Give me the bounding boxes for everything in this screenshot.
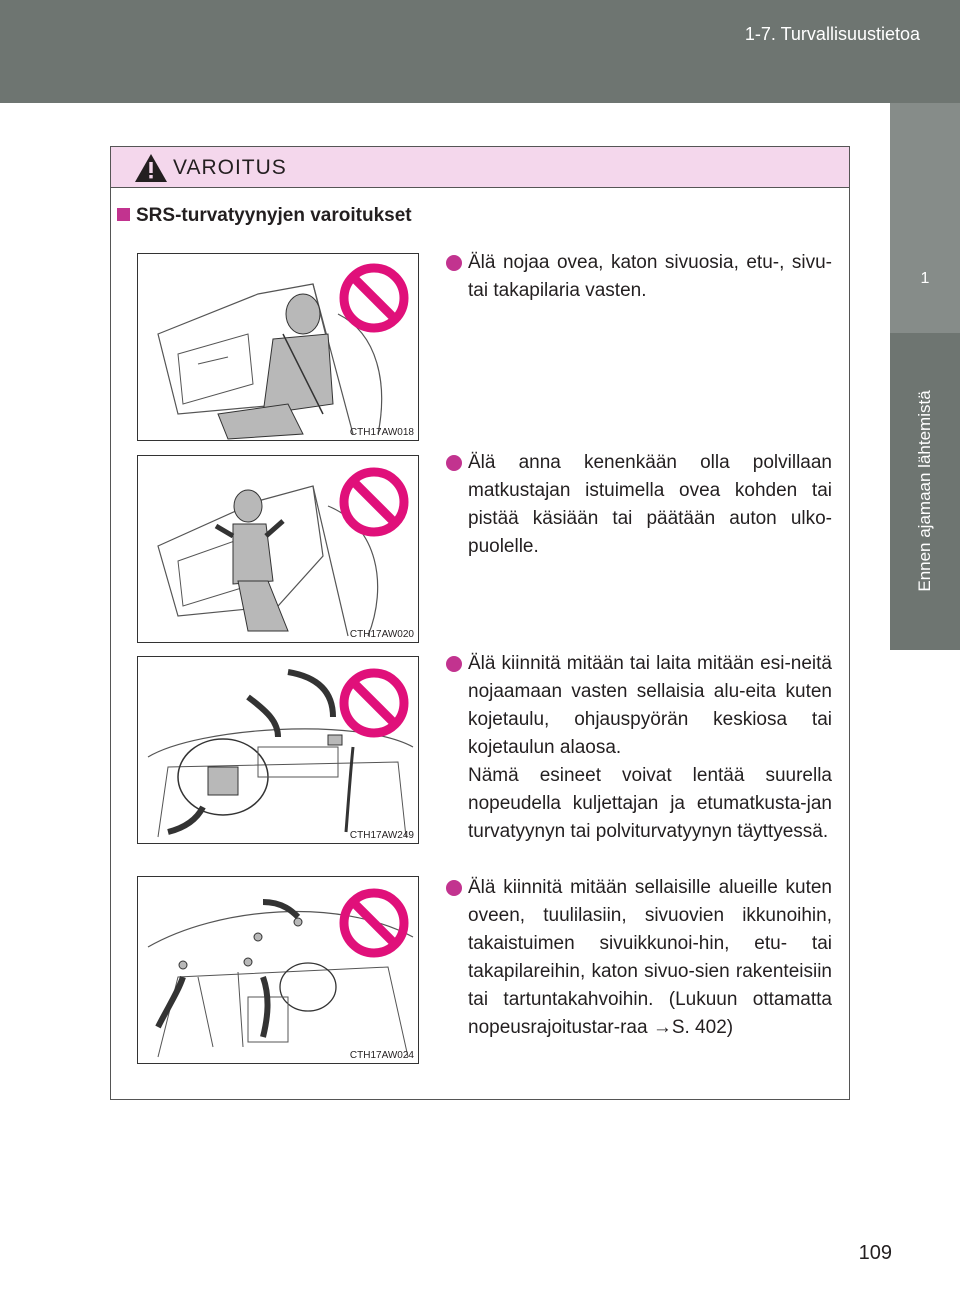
figure-objects-on-windows	[137, 876, 419, 1064]
figure-leaning-on-door	[137, 253, 419, 441]
warning-triangle-icon	[133, 152, 169, 184]
bullet-icon	[446, 455, 462, 471]
page-number: 109	[858, 1242, 892, 1264]
warning-item: Älä anna kenenkään olla polvillaan matkustajan istuimella ovea kohden tai pistää käsiään tai päätään auton ulko-puolelle.	[446, 449, 832, 561]
chapter-number: 1	[920, 270, 930, 287]
figure-code: CTH17AW020	[349, 629, 414, 640]
figure-code: CTH17AW018	[349, 427, 414, 438]
bullet-icon	[446, 880, 462, 896]
prohibition-icon	[338, 262, 410, 334]
warning-header	[111, 147, 849, 188]
warning-subheading: SRS-turvatyynyjen varoitukset	[117, 205, 412, 227]
chapter-title: Ennen ajamaan lähtemistä	[915, 390, 934, 592]
section-title: 1-7. Turvallisuustietoa	[744, 24, 920, 44]
prohibition-icon	[338, 887, 410, 959]
figure-kneeling-on-seat	[137, 455, 419, 643]
figure-code: CTH17AW249	[349, 830, 414, 841]
chapter-tab	[890, 333, 960, 650]
figure-objects-on-dashboard	[137, 656, 419, 844]
warning-title: VAROITUS	[173, 156, 287, 179]
bullet-icon	[446, 656, 462, 672]
chapter-tab-number-block	[890, 103, 960, 333]
prohibition-icon	[338, 466, 410, 538]
warning-item: Älä kiinnitä mitään tai laita mitään esi-neitä nojaamaan vasten sellaisia alu-eita kuten kojetaulu, ohjauspyörän keskiosa tai kojetaulun alaosa. Nämä esineet voivat lentää suurella nopeudella kuljettajan ja etumatkusta-jan turvatyynyn tai polviturvatyynyn täyttyessä.	[446, 650, 832, 846]
figure-code: CTH17AW024	[349, 1050, 414, 1061]
warning-item: Älä nojaa ovea, katon sivuosia, etu-, sivu- tai takapilaria vasten.	[446, 249, 832, 305]
warning-item: Älä kiinnitä mitään sellaisille alueille kuten oveen, tuulilasiin, sivuovien ikkunoihin, takaistuimen sivuikkunoi-hin, etu- tai takapilareihin, katon sivuo-sien rakenteisiin tai tartuntakahvoihin. (Lukuun ottamatta nopeusrajoitustar-raa →S. 402)	[446, 874, 832, 1042]
header-bar	[0, 0, 960, 103]
bullet-icon	[446, 255, 462, 271]
square-bullet-icon	[117, 208, 130, 221]
prohibition-icon	[338, 667, 410, 739]
warning-box	[110, 146, 850, 1100]
